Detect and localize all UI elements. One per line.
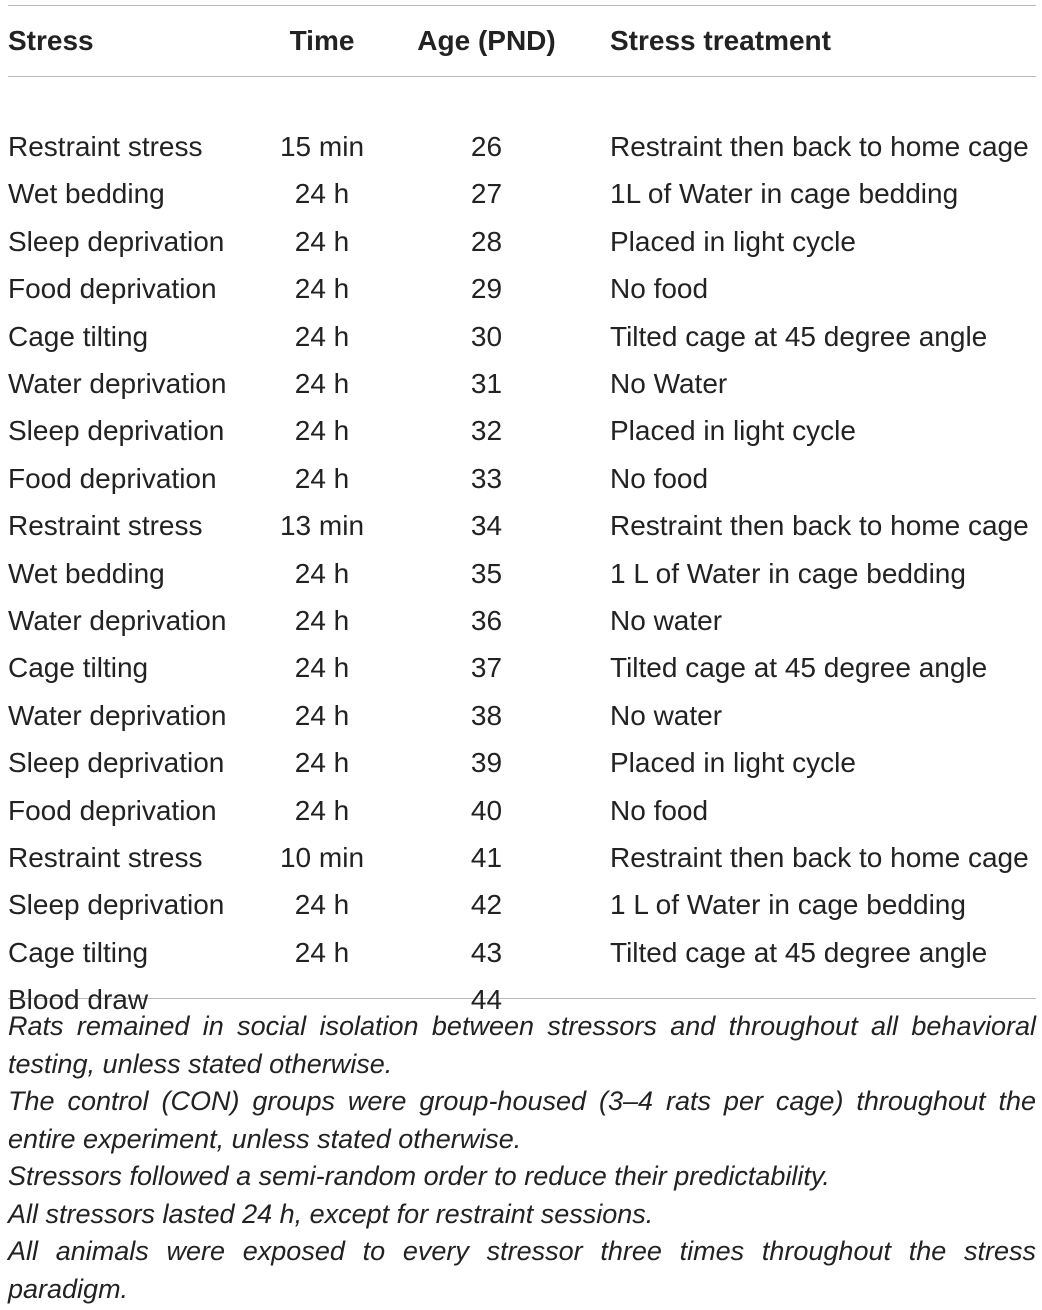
- cell-treatment: Placed in light cycle: [610, 225, 856, 257]
- cell-time: 24 h: [294, 652, 350, 684]
- cell-treatment: Restraint then back to home cage: [610, 841, 1029, 873]
- cell-age: 38: [470, 699, 503, 731]
- table-row: [8, 739, 1038, 786]
- table-row: [8, 692, 1038, 739]
- cell-stress: Water deprivation: [8, 604, 227, 636]
- cell-stress: Restraint stress: [8, 131, 203, 163]
- cell-age: 35: [470, 557, 503, 589]
- header-time: Time: [289, 25, 355, 56]
- header-row: [8, 6, 1038, 76]
- cell-time: 24 h: [294, 320, 350, 352]
- cell-time: 24 h: [294, 225, 350, 257]
- header-treatment: Stress treatment: [610, 25, 831, 56]
- cell-time: 24 h: [294, 936, 350, 968]
- table-row: [8, 834, 1038, 881]
- cell-treatment: Tilted cage at 45 degree angle: [610, 936, 988, 968]
- cell-time: 24 h: [294, 557, 350, 589]
- footnote: Rats remained in social isolation between stressors and throughout all behavioral testing, unless stated otherwise.: [8, 1011, 1036, 1079]
- cell-treatment: No water: [610, 699, 723, 731]
- table-row: [8, 645, 1038, 692]
- cell-time: 24 h: [294, 794, 350, 826]
- header-age: Age (PND): [417, 25, 556, 56]
- cell-stress: Sleep deprivation: [8, 889, 225, 921]
- cell-age: 28: [470, 225, 503, 257]
- cell-stress: Sleep deprivation: [8, 747, 225, 779]
- cell-treatment: No food: [610, 273, 709, 305]
- cell-age: 32: [470, 415, 503, 447]
- cell-age: 40: [470, 794, 503, 826]
- cell-age: 37: [470, 652, 503, 684]
- table-row: [8, 787, 1038, 834]
- cell-treatment: 1 L of Water in cage bedding: [610, 557, 966, 589]
- cell-age: 34: [470, 510, 503, 542]
- cell-time: 24 h: [294, 415, 350, 447]
- cell-age: 27: [470, 178, 503, 210]
- cell-treatment: Tilted cage at 45 degree angle: [610, 652, 988, 684]
- cell-stress: Cage tilting: [8, 652, 149, 684]
- spacer-row: [8, 76, 1038, 123]
- table-row: [8, 455, 1038, 502]
- cell-treatment: No food: [610, 794, 709, 826]
- cell-time: 24 h: [294, 462, 350, 494]
- cell-time: 24 h: [294, 747, 350, 779]
- cell-treatment: Tilted cage at 45 degree angle: [610, 320, 988, 352]
- cell-stress: Wet bedding: [8, 557, 165, 589]
- cell-treatment: 1 L of Water in cage bedding: [610, 889, 966, 921]
- table-body: [8, 76, 1038, 1024]
- table-row: [8, 408, 1038, 455]
- table-row: [8, 171, 1038, 218]
- cell-time: 24 h: [294, 604, 350, 636]
- cell-age: 36: [470, 604, 503, 636]
- cell-age: 43: [470, 936, 503, 968]
- cell-time: 24 h: [294, 273, 350, 305]
- cell-stress: Restraint stress: [8, 841, 203, 873]
- cell-stress: Blood draw: [8, 984, 149, 1016]
- table-row: [8, 123, 1038, 170]
- table-footnotes: [8, 1008, 1036, 1308]
- table-row: [8, 597, 1038, 644]
- table-row: [8, 550, 1038, 597]
- footnote: The control (CON) groups were group-housed (3–4 rats per cage) throughout the entire experiment, unless stated otherwise.: [8, 1086, 1036, 1154]
- cell-time: 13 min: [279, 510, 365, 542]
- cell-treatment: Restraint then back to home cage: [610, 510, 1029, 542]
- cell-stress: Sleep deprivation: [8, 225, 225, 257]
- table-row: [8, 313, 1038, 360]
- cell-treatment: Placed in light cycle: [610, 415, 856, 447]
- cell-stress: Cage tilting: [8, 320, 149, 352]
- cell-age: 31: [470, 368, 503, 400]
- table-row: [8, 266, 1038, 313]
- cell-stress: Cage tilting: [8, 936, 149, 968]
- cell-stress: Food deprivation: [8, 462, 217, 494]
- footnote: All animals were exposed to every stressor three times throughout the stress paradigm.: [8, 1236, 1036, 1304]
- cell-stress: Food deprivation: [8, 794, 217, 826]
- cell-time: 24 h: [294, 699, 350, 731]
- cell-stress: Sleep deprivation: [8, 415, 225, 447]
- cell-age: 29: [470, 273, 503, 305]
- cell-treatment: No water: [610, 604, 723, 636]
- cell-age: 42: [470, 889, 503, 921]
- cell-stress: Wet bedding: [8, 178, 165, 210]
- cell-time: 15 min: [279, 131, 365, 163]
- cell-age: 39: [470, 747, 503, 779]
- cell-treatment: 1L of Water in cage bedding: [610, 178, 959, 210]
- cell-time: 10 min: [279, 841, 365, 873]
- cell-treatment: Placed in light cycle: [610, 747, 856, 779]
- cell-age: 44: [470, 984, 503, 1016]
- cell-treatment: No Water: [610, 368, 728, 400]
- table-row: [8, 882, 1038, 929]
- cell-age: 41: [470, 841, 503, 873]
- header-stress: Stress: [8, 25, 94, 56]
- cell-stress: Water deprivation: [8, 368, 227, 400]
- table-row: [8, 360, 1038, 407]
- cell-age: 33: [470, 462, 503, 494]
- cell-time: 24 h: [294, 889, 350, 921]
- cell-treatment: Restraint then back to home cage: [610, 131, 1029, 163]
- cell-stress: Restraint stress: [8, 510, 203, 542]
- table-row: [8, 929, 1038, 976]
- cell-time: 24 h: [294, 368, 350, 400]
- table-row: [8, 503, 1038, 550]
- cell-age: 26: [470, 131, 503, 163]
- cell-treatment: No food: [610, 462, 709, 494]
- table-row: [8, 218, 1038, 265]
- footnote: Stressors followed a semi-random order to reduce their predictability.: [8, 1161, 830, 1191]
- stress-schedule-table: [8, 6, 1038, 1024]
- cell-stress: Food deprivation: [8, 273, 217, 305]
- cell-age: 30: [470, 320, 503, 352]
- footnote: All stressors lasted 24 h, except for restraint sessions.: [8, 1198, 654, 1229]
- cell-stress: Water deprivation: [8, 699, 227, 731]
- cell-time: 24 h: [294, 178, 350, 210]
